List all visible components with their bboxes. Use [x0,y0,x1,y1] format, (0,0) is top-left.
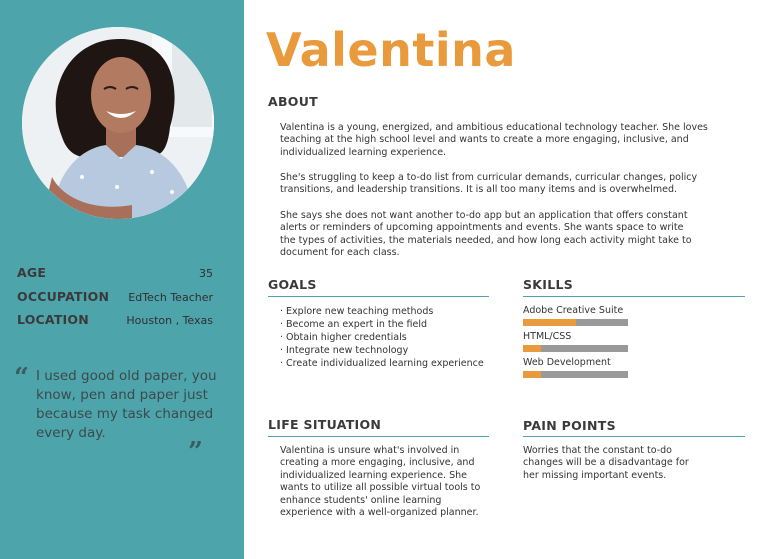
skill-bar [523,319,628,326]
skill-label: Adobe Creative Suite [523,305,624,316]
quote-text: I used good old paper, you know, pen and paper just because my task changed every day. [36,368,217,441]
pain-points-text: Worries that the constant to-do changes will be a disadvantage for her missing important events. [523,445,689,481]
fact-label: LOCATION [17,312,89,327]
skills-heading: SKILLS [523,277,574,292]
fact-occupation [17,289,213,313]
skill-bar [523,345,628,352]
persona-facts [17,265,213,336]
skill-bar-fill [523,345,541,352]
list-item: · Obtain higher credentials [280,332,407,343]
fact-label: AGE [17,265,47,280]
fact-value: Houston , Texas [126,314,213,327]
persona-name: Valentina [266,23,516,77]
fact-value: EdTech Teacher [128,290,213,304]
goals-heading: GOALS [268,277,317,292]
list-item: · Create individualized learning experience [280,358,484,369]
about-heading: ABOUT [268,94,319,109]
skills-divider [523,296,745,297]
skill-bar [523,371,628,378]
fact-location [17,312,213,336]
fact-value: 35 [199,267,213,280]
portrait-image [22,27,214,219]
sidebar [0,0,244,559]
open-quote-icon: “ [14,363,29,393]
skill-label: Web Development [523,357,611,368]
life-situation-divider [268,436,489,437]
fact-age [17,265,213,289]
pain-points-divider [523,436,745,437]
life-situation-heading: LIFE SITUATION [268,417,382,432]
list-item: · Become an expert in the field [280,319,428,330]
skill-bar-fill [523,371,541,378]
close-quote-icon: ” [188,437,203,467]
skill-label: HTML/CSS [523,331,572,342]
skill-bar-fill [523,319,576,326]
fact-label: OCCUPATION [17,288,110,304]
pain-points-heading: PAIN POINTS [523,418,616,433]
about-paragraph-2: She's struggling to keep a to-do list from curricular demands, curricular changes, policy transitions, and leadership transitions. It is all too many items and is overwhelmed. [280,172,698,196]
about-paragraph-1: Valentina is a young, energized, and ambitious educational technology teacher. She loves teaching at the high school level and wants to create a more engaging, inclusive, and individualized learning experience. [280,122,708,158]
goals-divider [268,296,489,297]
goals-list [280,305,495,370]
avatar [22,27,214,219]
list-item: · Explore new teaching methods [280,306,434,317]
life-situation-text: Valentina is unsure what's involved in creating a more engaging, inclusive, and individualized learning experience. She wants to utilize all possible virtual tools to enhance students' online learning experience with a well-organized planner. [280,445,481,519]
list-item: · Integrate new technology [280,345,409,356]
persona-quote [14,363,229,467]
about-paragraph-3: She says she does not want another to-do app but an application that offers constant alerts or reminders of upcoming appointments and events. She wants space to write the types of activities, the materials needed, and how long each activity might take to document for each class. [280,210,692,259]
